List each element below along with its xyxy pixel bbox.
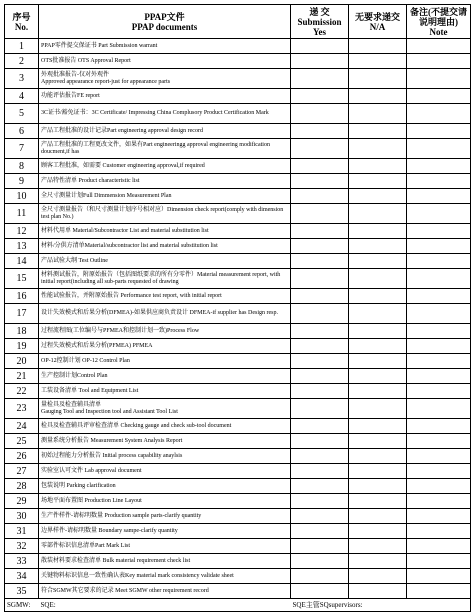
note-cell[interactable] xyxy=(407,54,471,69)
submission-cell[interactable] xyxy=(291,124,349,139)
submission-cell[interactable] xyxy=(291,104,349,124)
table-row xyxy=(5,419,471,434)
row-number: 33 xyxy=(5,554,39,569)
document-rows xyxy=(5,39,471,599)
not-required-cell[interactable] xyxy=(349,524,407,539)
signature-sqe-supervisor: SQE主管SQsupervisors: xyxy=(291,599,471,612)
table-row xyxy=(5,174,471,189)
document-name: 零部件标识信息清单Part Mark List xyxy=(39,539,291,554)
signature-sgmw: SGMW: xyxy=(5,599,39,612)
note-cell[interactable] xyxy=(407,124,471,139)
document-name: 顾客工程批准，如需要 Customer engineering approval,if required xyxy=(39,159,291,174)
note-cell[interactable] xyxy=(407,289,471,304)
row-number: 35 xyxy=(5,584,39,599)
row-number: 27 xyxy=(5,464,39,479)
document-name: 全尺寸测量计划Full Dimmension Measurement Plan xyxy=(39,189,291,204)
note-cell[interactable] xyxy=(407,189,471,204)
document-name: 性能试验报告，并附原始报告 Performance test report, with initial report xyxy=(39,289,291,304)
note-cell[interactable] xyxy=(407,239,471,254)
table-row xyxy=(5,269,471,289)
note-cell[interactable] xyxy=(407,39,471,54)
row-number: 32 xyxy=(5,539,39,554)
note-cell[interactable] xyxy=(407,384,471,399)
not-required-cell[interactable] xyxy=(349,449,407,464)
document-name: 材料/分供方清单Material/subcontractor list and material substitution list xyxy=(39,239,291,254)
submission-cell[interactable] xyxy=(291,449,349,464)
not-required-cell[interactable] xyxy=(349,419,407,434)
submission-cell[interactable] xyxy=(291,69,349,89)
signature-sqe: SQE: xyxy=(39,599,291,612)
note-cell[interactable] xyxy=(407,69,471,89)
document-name: 散装材料要求检查清单 Bulk material requirement check list xyxy=(39,554,291,569)
submission-cell[interactable] xyxy=(291,509,349,524)
document-name: PPAP零件提交保证书 Part Submission warrant xyxy=(39,39,291,54)
not-required-cell[interactable] xyxy=(349,159,407,174)
row-number: 10 xyxy=(5,189,39,204)
note-cell[interactable] xyxy=(407,539,471,554)
table-row xyxy=(5,569,471,584)
submission-cell[interactable] xyxy=(291,539,349,554)
document-name: 场地平面布置图 Production Line Layout xyxy=(39,494,291,509)
submission-cell[interactable] xyxy=(291,324,349,339)
table-row xyxy=(5,539,471,554)
header-documents-cn: PPAP文件 xyxy=(144,11,185,22)
not-required-cell[interactable] xyxy=(349,479,407,494)
table-row xyxy=(5,189,471,204)
row-number: 21 xyxy=(5,369,39,384)
row-number: 15 xyxy=(5,269,39,289)
row-number: 23 xyxy=(5,399,39,419)
not-required-cell[interactable] xyxy=(349,304,407,324)
row-number: 5 xyxy=(5,104,39,124)
row-number: 20 xyxy=(5,354,39,369)
not-required-cell[interactable] xyxy=(349,124,407,139)
document-name: OTS批准报告 OTS Approval Report xyxy=(39,54,291,69)
header-documents xyxy=(39,5,291,39)
row-number: 29 xyxy=(5,494,39,509)
note-cell[interactable] xyxy=(407,449,471,464)
not-required-cell[interactable] xyxy=(349,464,407,479)
note-cell[interactable] xyxy=(407,104,471,124)
table-row xyxy=(5,239,471,254)
not-required-cell[interactable] xyxy=(349,354,407,369)
document-name: 初始过程能力分析报告 Initial process capability anaylsis xyxy=(39,449,291,464)
document-name: 设计失效模式和后果分析(DFMEA)-如果供应商负责设计 DFMEA-if supplier has Design resp. xyxy=(39,304,291,324)
submission-cell[interactable] xyxy=(291,524,349,539)
document-name: 外观批准报告-仅对外观件 Approved appearance report-just for appearance parts xyxy=(39,69,291,89)
submission-cell[interactable] xyxy=(291,354,349,369)
note-cell[interactable] xyxy=(407,174,471,189)
note-cell[interactable] xyxy=(407,509,471,524)
table-row xyxy=(5,354,471,369)
table-row xyxy=(5,324,471,339)
document-name: 量检具及检查辅具清单 Gauging Tool and Inspection tool and Assistant Tool List xyxy=(39,399,291,419)
table-row xyxy=(5,509,471,524)
document-name: 全尺寸测量报告（和尺寸测量计划序号相对应）Dimension check report(comply with dimension test plan No.) xyxy=(39,204,291,224)
table-row xyxy=(5,289,471,304)
submission-cell[interactable] xyxy=(291,554,349,569)
note-cell[interactable] xyxy=(407,254,471,269)
row-number: 26 xyxy=(5,449,39,464)
table-row xyxy=(5,304,471,324)
submission-cell[interactable] xyxy=(291,224,349,239)
row-number: 24 xyxy=(5,419,39,434)
table-row xyxy=(5,69,471,89)
document-name: 边界样件-请标明数量 Boundary sampe-clarify quantity xyxy=(39,524,291,539)
submission-cell[interactable] xyxy=(291,479,349,494)
row-number: 1 xyxy=(5,39,39,54)
document-name: 产品试验大纲 Test Outline xyxy=(39,254,291,269)
table-row xyxy=(5,254,471,269)
submission-cell[interactable] xyxy=(291,174,349,189)
document-name: 产品工程批准的设计记录Part engineering approval design record xyxy=(39,124,291,139)
row-number: 17 xyxy=(5,304,39,324)
submission-cell[interactable] xyxy=(291,204,349,224)
not-required-cell[interactable] xyxy=(349,569,407,584)
note-cell[interactable] xyxy=(407,89,471,104)
table-row xyxy=(5,104,471,124)
table-row xyxy=(5,369,471,384)
submission-cell[interactable] xyxy=(291,304,349,324)
table-row xyxy=(5,479,471,494)
row-number: 2 xyxy=(5,54,39,69)
note-cell[interactable] xyxy=(407,464,471,479)
document-name: 生产件样件-请标明数量 Production sample parts-clarify quantity xyxy=(39,509,291,524)
note-cell[interactable] xyxy=(407,324,471,339)
row-number: 18 xyxy=(5,324,39,339)
row-number: 19 xyxy=(5,339,39,354)
document-name: 产品工程批准的工程更改文件，如果有Part engineeringg approval engineering modification doucment,if has xyxy=(39,139,291,159)
not-required-cell[interactable] xyxy=(349,89,407,104)
not-required-cell[interactable] xyxy=(349,104,407,124)
header-no: 序号 No. xyxy=(5,5,39,39)
submission-cell[interactable] xyxy=(291,159,349,174)
note-cell[interactable] xyxy=(407,269,471,289)
table-row xyxy=(5,464,471,479)
submission-cell[interactable] xyxy=(291,464,349,479)
table-row xyxy=(5,434,471,449)
note-cell[interactable] xyxy=(407,584,471,599)
note-cell[interactable] xyxy=(407,304,471,324)
table-row xyxy=(5,224,471,239)
row-number: 7 xyxy=(5,139,39,159)
table-row xyxy=(5,339,471,354)
row-number: 25 xyxy=(5,434,39,449)
not-required-cell[interactable] xyxy=(349,339,407,354)
not-required-cell[interactable] xyxy=(349,174,407,189)
submission-cell[interactable] xyxy=(291,269,349,289)
row-number: 13 xyxy=(5,239,39,254)
document-name: 生产控制计划Control Plan xyxy=(39,369,291,384)
document-name: 测量系统分析报告 Measurement System Analysis Report xyxy=(39,434,291,449)
not-required-cell[interactable] xyxy=(349,369,407,384)
row-number: 30 xyxy=(5,509,39,524)
note-cell[interactable] xyxy=(407,399,471,419)
submission-cell[interactable] xyxy=(291,39,349,54)
not-required-cell[interactable] xyxy=(349,399,407,419)
document-name: 工装设备清单 Tool and Equipment List xyxy=(39,384,291,399)
submission-cell[interactable] xyxy=(291,339,349,354)
submission-cell[interactable] xyxy=(291,584,349,599)
row-number: 28 xyxy=(5,479,39,494)
not-required-cell[interactable] xyxy=(349,554,407,569)
submission-cell[interactable] xyxy=(291,369,349,384)
document-name: 3C证书/豁免证书：3C Certificate/ Impressing China Complusory Product Certification Mark xyxy=(39,104,291,124)
note-cell[interactable] xyxy=(407,434,471,449)
submission-cell[interactable] xyxy=(291,189,349,204)
document-name: 材料代用单 Material/Subcontractor List and material substitution list xyxy=(39,224,291,239)
row-number: 9 xyxy=(5,174,39,189)
table-row xyxy=(5,204,471,224)
row-number: 6 xyxy=(5,124,39,139)
document-name: 功能评估报告FE report xyxy=(39,89,291,104)
document-name: 关键物料标识信息一致性确认表Key material mark consistency validate sheet xyxy=(39,569,291,584)
document-name: 产品特性清单 Product characteristic list xyxy=(39,174,291,189)
not-required-cell[interactable] xyxy=(349,189,407,204)
table-row xyxy=(5,584,471,599)
note-cell[interactable] xyxy=(407,139,471,159)
not-required-cell[interactable] xyxy=(349,204,407,224)
table-row xyxy=(5,39,471,54)
row-number: 12 xyxy=(5,224,39,239)
row-number: 3 xyxy=(5,69,39,89)
not-required-cell[interactable] xyxy=(349,254,407,269)
not-required-cell[interactable] xyxy=(349,289,407,304)
submission-cell[interactable] xyxy=(291,419,349,434)
row-number: 8 xyxy=(5,159,39,174)
row-number: 31 xyxy=(5,524,39,539)
submission-cell[interactable] xyxy=(291,494,349,509)
header-submission: 递 交Submission Yes xyxy=(291,5,349,39)
note-cell[interactable] xyxy=(407,369,471,384)
row-number: 34 xyxy=(5,569,39,584)
not-required-cell[interactable] xyxy=(349,509,407,524)
note-cell[interactable] xyxy=(407,339,471,354)
not-required-cell[interactable] xyxy=(349,494,407,509)
note-cell[interactable] xyxy=(407,204,471,224)
note-cell[interactable] xyxy=(407,524,471,539)
not-required-cell[interactable] xyxy=(349,239,407,254)
table-row xyxy=(5,449,471,464)
table-row xyxy=(5,89,471,104)
submission-cell[interactable] xyxy=(291,399,349,419)
table-row xyxy=(5,554,471,569)
table-row xyxy=(5,524,471,539)
note-cell[interactable] xyxy=(407,159,471,174)
header-not-required: 无要求递交 N/A xyxy=(349,5,407,39)
not-required-cell[interactable] xyxy=(349,384,407,399)
header-note: 备注(不提交请说明理由) Note xyxy=(407,5,471,39)
header-row xyxy=(5,5,471,39)
document-name: 过程流程图(工位编号与PFMEA和控制计划一致)Process Flow xyxy=(39,324,291,339)
document-name: 包装说明 Parking clarification xyxy=(39,479,291,494)
table-row xyxy=(5,139,471,159)
not-required-cell[interactable] xyxy=(349,54,407,69)
table-row xyxy=(5,54,471,69)
submission-cell[interactable] xyxy=(291,54,349,69)
table-row xyxy=(5,159,471,174)
submission-cell[interactable] xyxy=(291,384,349,399)
document-name: OP-12控制计划 OP-12 Control Plan xyxy=(39,354,291,369)
submission-cell[interactable] xyxy=(291,289,349,304)
not-required-cell[interactable] xyxy=(349,139,407,159)
not-required-cell[interactable] xyxy=(349,539,407,554)
document-name: 材料测试报告，附原始报告（包括图纸要求的所有分零件）Material measurement report, with initial report(including all sub-parts requested of drawing xyxy=(39,269,291,289)
header-documents-en: PPAP documents xyxy=(131,21,198,32)
ppap-table xyxy=(4,4,471,612)
row-number: 11 xyxy=(5,204,39,224)
submission-cell[interactable] xyxy=(291,239,349,254)
submission-cell[interactable] xyxy=(291,569,349,584)
submission-cell[interactable] xyxy=(291,139,349,159)
note-cell[interactable] xyxy=(407,494,471,509)
note-cell[interactable] xyxy=(407,554,471,569)
row-number: 16 xyxy=(5,289,39,304)
document-name: 实验室认可文件 Lab approval document xyxy=(39,464,291,479)
submission-cell[interactable] xyxy=(291,89,349,104)
note-cell[interactable] xyxy=(407,479,471,494)
submission-cell[interactable] xyxy=(291,254,349,269)
note-cell[interactable] xyxy=(407,224,471,239)
table-row xyxy=(5,399,471,419)
not-required-cell[interactable] xyxy=(349,69,407,89)
not-required-cell[interactable] xyxy=(349,269,407,289)
not-required-cell[interactable] xyxy=(349,224,407,239)
not-required-cell[interactable] xyxy=(349,324,407,339)
signature-row xyxy=(5,599,471,612)
document-name: 检具及检查辅具评审检查清单 Checking gauge and check sub-tool document xyxy=(39,419,291,434)
table-row xyxy=(5,124,471,139)
row-number: 14 xyxy=(5,254,39,269)
document-name: 过程失效模式和后果分析(PFMEA) PFMEA xyxy=(39,339,291,354)
note-cell[interactable] xyxy=(407,569,471,584)
not-required-cell[interactable] xyxy=(349,434,407,449)
row-number: 4 xyxy=(5,89,39,104)
not-required-cell[interactable] xyxy=(349,39,407,54)
table-row xyxy=(5,494,471,509)
note-cell[interactable] xyxy=(407,419,471,434)
document-name: 符合SGMW其它要求的记录 Meet SGMW other requirement record xyxy=(39,584,291,599)
row-number: 22 xyxy=(5,384,39,399)
submission-cell[interactable] xyxy=(291,434,349,449)
note-cell[interactable] xyxy=(407,354,471,369)
table-row xyxy=(5,384,471,399)
not-required-cell[interactable] xyxy=(349,584,407,599)
